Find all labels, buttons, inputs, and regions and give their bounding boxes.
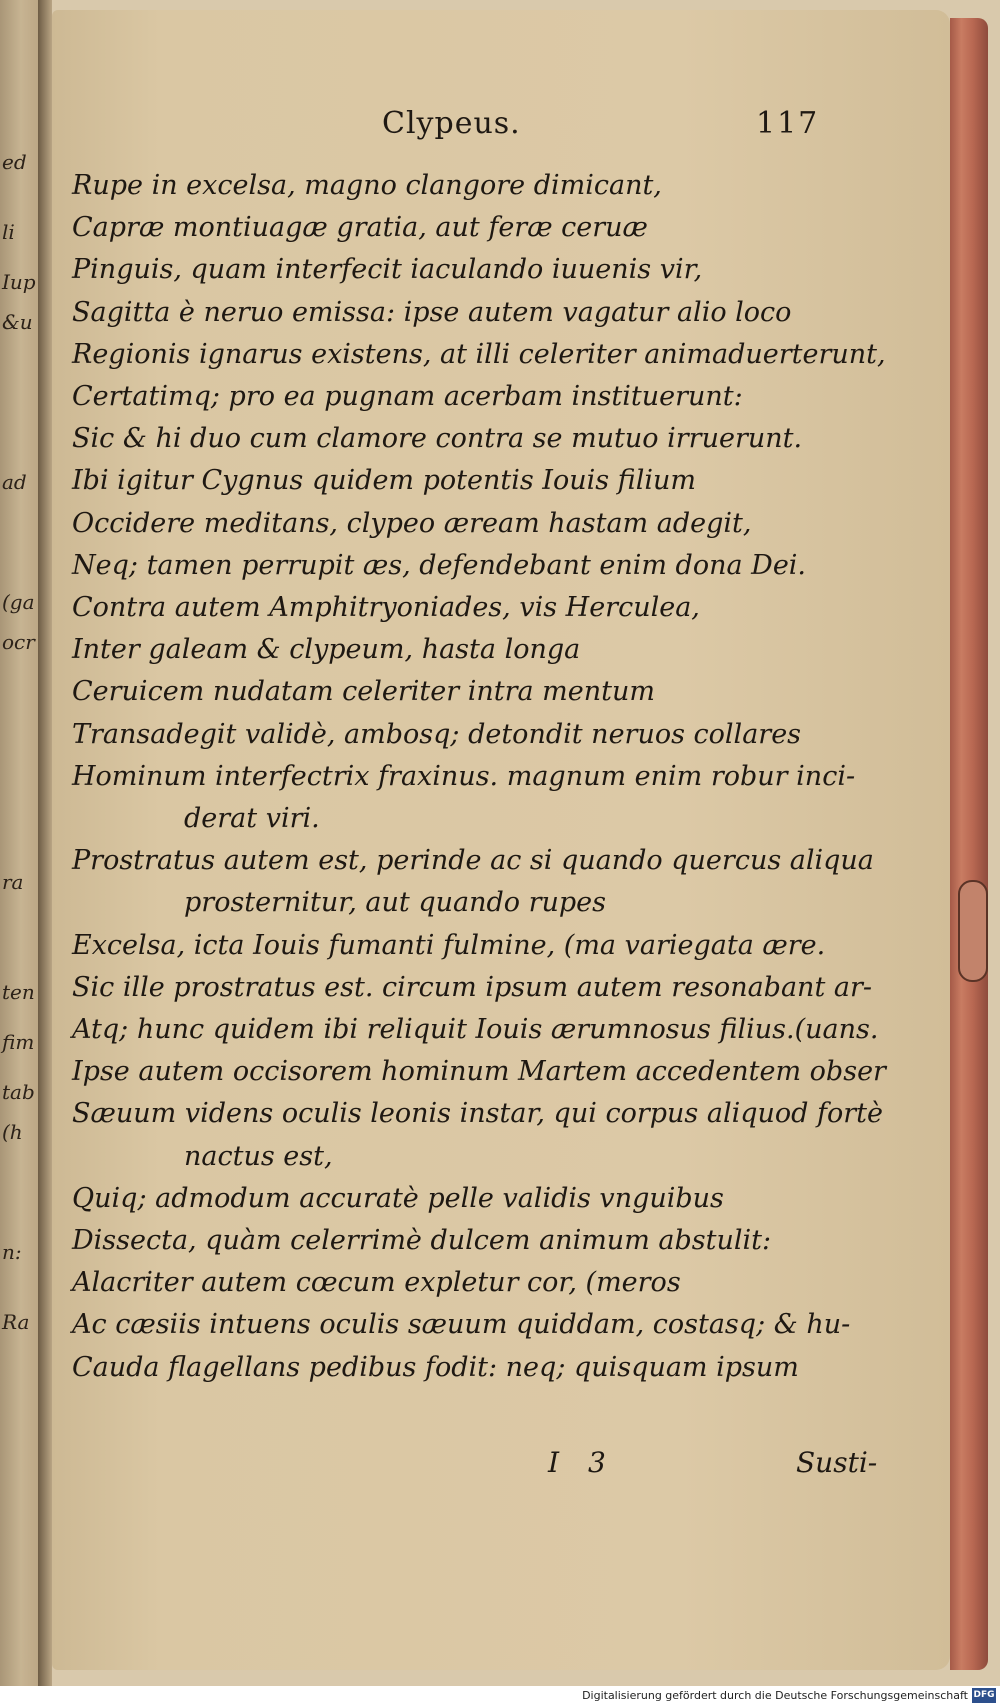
previous-page-fragment: ten: [2, 980, 35, 1004]
catchword: Susti-: [796, 1446, 878, 1479]
text-line: derat viri.: [184, 803, 320, 834]
text-line: Atq; hunc quidem ibi reliquit Iouis ærumnosus filius.(uans.: [72, 1014, 879, 1045]
text-line: Hominum interfectrix fraxinus. magnum enim robur inci-: [72, 760, 856, 792]
previous-page-fragment: n:: [2, 1240, 22, 1264]
text-line: Certatimq; pro ea pugnam acerbam instituerunt:: [72, 381, 743, 412]
text-line: Pinguis, quam interfecit iaculando iuuenis vir,: [72, 254, 703, 286]
text-line: Contra autem Amphitryoniades, vis Herculea,: [72, 592, 700, 623]
previous-page-fragment: ra: [2, 870, 24, 894]
previous-page-fragment: (ga: [2, 590, 35, 614]
text-line: Alacriter autem cœcum expletur cor, (meros: [72, 1267, 681, 1299]
text-line: prosternitur, aut quando rupes: [184, 887, 607, 919]
text-line: Regionis ignarus existens, at illi celeriter animaduerterunt,: [72, 338, 886, 370]
text-line: Prostratus autem est, perinde ac si quando quercus aliqua: [72, 845, 874, 877]
text-line: Transadegit validè, ambosq; detondit neruos collares: [72, 718, 802, 750]
text-line: Dissecta, quàm celerrimè dulcem animum abstulit:: [72, 1225, 772, 1256]
text-line: Sæuum videns oculis leonis instar, qui corpus aliquod fortè: [72, 1098, 883, 1130]
text-line: Ipse autem occisorem hominum Martem accedentem obser: [72, 1056, 886, 1088]
binding-gutter: [38, 0, 52, 1686]
red-fore-edge: [950, 18, 988, 1670]
digitization-credit-bar: [0, 1686, 1000, 1707]
previous-page-fragment: ad: [2, 470, 27, 494]
text-line: Cauda flagellans pedibus fodit: neq; quisquam ipsum: [72, 1351, 799, 1383]
text-line: Sic ille prostratus est. circum ipsum autem resonabant ar-: [72, 971, 873, 1003]
previous-page-fragment: Ra: [2, 1310, 30, 1334]
text-line: Excelsa, icta Iouis fumanti fulmine, (ma variegata ære.: [72, 929, 826, 961]
running-head-title: Clypeus.: [382, 106, 521, 141]
text-line: Sagitta è neruo emissa: ipse autem vagatur alio loco: [72, 296, 792, 328]
previous-page-fragment: ocr: [2, 630, 35, 654]
dfg-logo-icon: DFG: [972, 1688, 996, 1703]
previous-page-edge: [0, 0, 38, 1686]
clasp-icon: [958, 880, 988, 982]
text-line: Occidere meditans, clypeo æream hastam adegit,: [72, 507, 752, 539]
text-line: Inter galeam & clypeum, hasta longa: [72, 634, 581, 666]
previous-page-fragment: ed: [2, 150, 27, 174]
previous-page-fragment: tab: [2, 1080, 35, 1104]
credit-text: Digitalisierung gefördert durch die Deutsche Forschungsgemeinschaft: [582, 1689, 968, 1702]
text-line: Ac cæsiis intuens oculis sæuum quiddam, costasq; & hu-: [72, 1309, 851, 1341]
previous-page-fragment: Iup: [2, 270, 36, 294]
text-line: Ceruicem nudatam celeriter intra mentum: [72, 676, 655, 708]
text-line: Quiq; admodum accuratè pelle validis vnguibus: [72, 1182, 724, 1214]
previous-page-fragment: (h: [2, 1120, 23, 1144]
text-line: Capræ montiuagæ gratia, aut feræ ceruæ: [72, 212, 648, 244]
page-number: 117: [756, 106, 820, 141]
previous-page-fragment: &u: [2, 310, 33, 334]
text-line: Ibi igitur Cygnus quidem potentis Iouis filium: [72, 465, 696, 497]
previous-page-fragment: li: [2, 220, 15, 244]
signature-mark: I 3: [548, 1446, 606, 1479]
text-line: Neq; tamen perrupit æs, defendebant enim dona Dei.: [72, 549, 807, 581]
text-line: Sic & hi duo cum clamore contra se mutuo irruerunt.: [72, 423, 803, 455]
previous-page-fragment: fim: [2, 1030, 35, 1054]
text-line: nactus est,: [184, 1140, 333, 1172]
text-line: Rupe in excelsa, magno clangore dimicant,: [72, 170, 662, 201]
